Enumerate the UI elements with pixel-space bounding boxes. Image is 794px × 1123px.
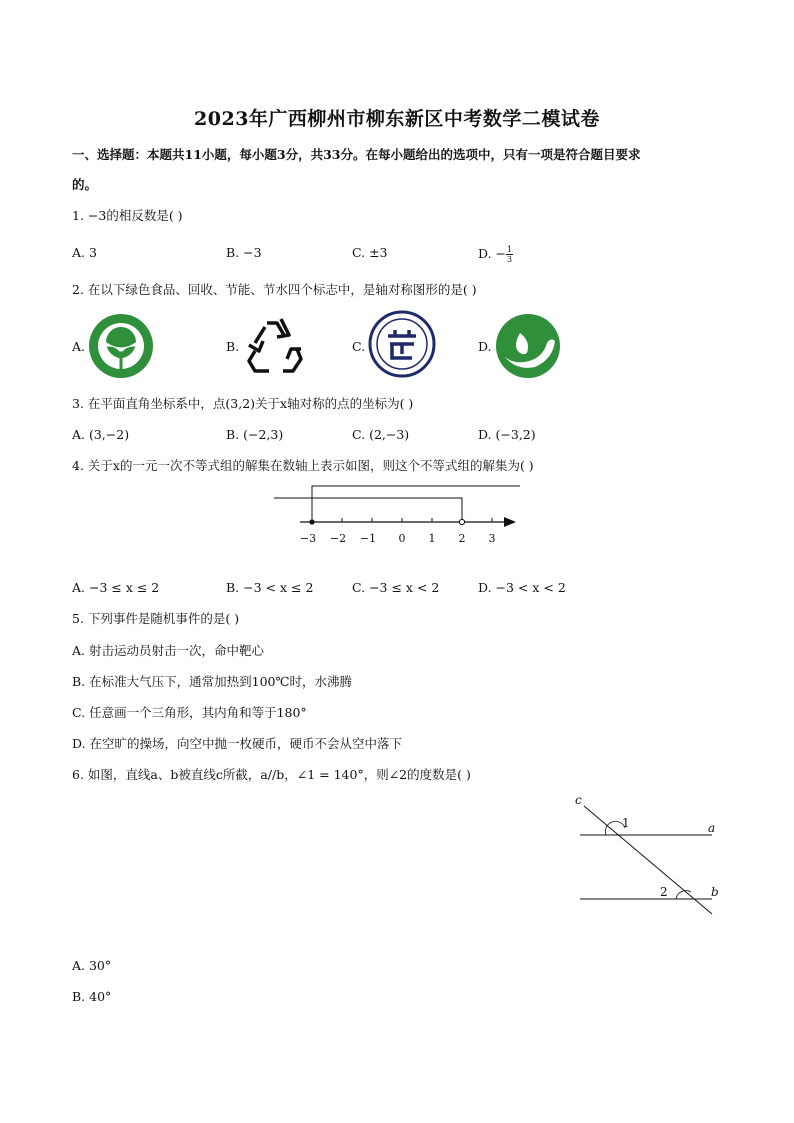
q3-option-a: A. (3,−2) [72, 427, 130, 442]
question-6-stem: 6. 如图，直线a、b被直线c所截，a//b，∠1 = 140°，则∠2的度数是( ) [72, 767, 471, 782]
open-dot-2 [459, 519, 464, 524]
tick-label: 3 [488, 532, 496, 545]
closed-dot-minus3 [309, 519, 314, 524]
question-3-stem: 3. 在平面直角坐标系中，点(3,2)关于x轴对称的点的坐标为( ) [72, 396, 414, 411]
energy-saving-logo-icon [368, 310, 436, 378]
q1-option-b: B. −3 [226, 245, 262, 260]
q4-option-d: D. −3 < x < 2 [478, 580, 566, 595]
q2-option-a: A. [72, 339, 86, 354]
question-2-stem: 2. 在以下绿色食品、回收、节能、节水四个标志中，是轴对称图形的是( ) [72, 282, 477, 297]
section-heading-line1: 一、选择题：本题共11小题，每小题3分，共33分。在每小题给出的选项中，只有一项是符合题目要求 [72, 147, 641, 162]
number-line-figure [270, 480, 522, 550]
q5-option-d: D. 在空旷的操场，向空中抛一枚硬币，硬币不会从空中落下 [72, 736, 403, 751]
question-5-stem: 5. 下列事件是随机事件的是( ) [72, 611, 240, 626]
label-angle-1: 1 [622, 816, 630, 830]
q4-option-c: C. −3 ≤ x < 2 [352, 580, 440, 595]
parallel-lines-figure [570, 792, 730, 922]
q3-option-b: B. (−2,3) [226, 427, 284, 442]
label-c: c [575, 793, 582, 807]
label-a: a [708, 821, 716, 835]
tick-label: 2 [458, 532, 466, 545]
exam-title: 2023年广西柳州市柳东新区中考数学二模试卷 [194, 108, 600, 130]
q2-option-d: D. [478, 339, 492, 354]
section-heading-line2: 的。 [72, 177, 98, 192]
line-c [584, 806, 712, 914]
q4-option-b: B. −3 < x ≤ 2 [226, 580, 314, 595]
water-saving-logo-icon [495, 313, 561, 379]
q6-option-a: A. 30° [72, 958, 112, 973]
fraction-numerator: 1 [507, 245, 513, 254]
q1-option-d [478, 245, 513, 264]
q1-option-d-prefix: D. − [478, 246, 506, 261]
green-food-logo-icon [88, 313, 154, 379]
q5-option-a: A. 射击运动员射击一次，命中靶心 [72, 643, 264, 658]
q3-option-d: D. (−3,2) [478, 427, 536, 442]
bracket-x-lt-2 [312, 498, 462, 522]
tick-label: −1 [359, 532, 377, 545]
fraction-denominator: 3 [507, 255, 513, 264]
q4-option-a: A. −3 ≤ x ≤ 2 [72, 580, 160, 595]
bracket-x-ge-minus3 [274, 486, 520, 498]
q5-option-b: B. 在标准大气压下，通常加热到100℃时，水沸腾 [72, 674, 352, 689]
label-angle-2: 2 [660, 885, 668, 899]
q2-option-b: B. [226, 339, 240, 354]
question-4-stem: 4. 关于x的一元一次不等式组的解集在数轴上表示如图，则这个不等式组的解集为( ) [72, 458, 534, 473]
tick-label: 1 [428, 532, 436, 545]
q5-option-c: C. 任意画一个三角形，其内角和等于180° [72, 705, 307, 720]
label-b: b [711, 885, 719, 899]
recycle-logo-icon [243, 313, 309, 379]
tick-label: 0 [398, 532, 406, 545]
tick-label: −3 [299, 532, 317, 545]
q2-option-c: C. [352, 339, 366, 354]
question-1-stem: 1. −3的相反数是( ) [72, 208, 183, 223]
tick-label: −2 [329, 532, 347, 545]
q1-option-c: C. ±3 [352, 245, 388, 260]
q6-option-b: B. 40° [72, 989, 112, 1004]
fraction [506, 245, 513, 264]
axis-arrow-icon [504, 517, 516, 527]
q1-option-a: A. 3 [72, 245, 97, 260]
q3-option-c: C. (2,−3) [352, 427, 410, 442]
